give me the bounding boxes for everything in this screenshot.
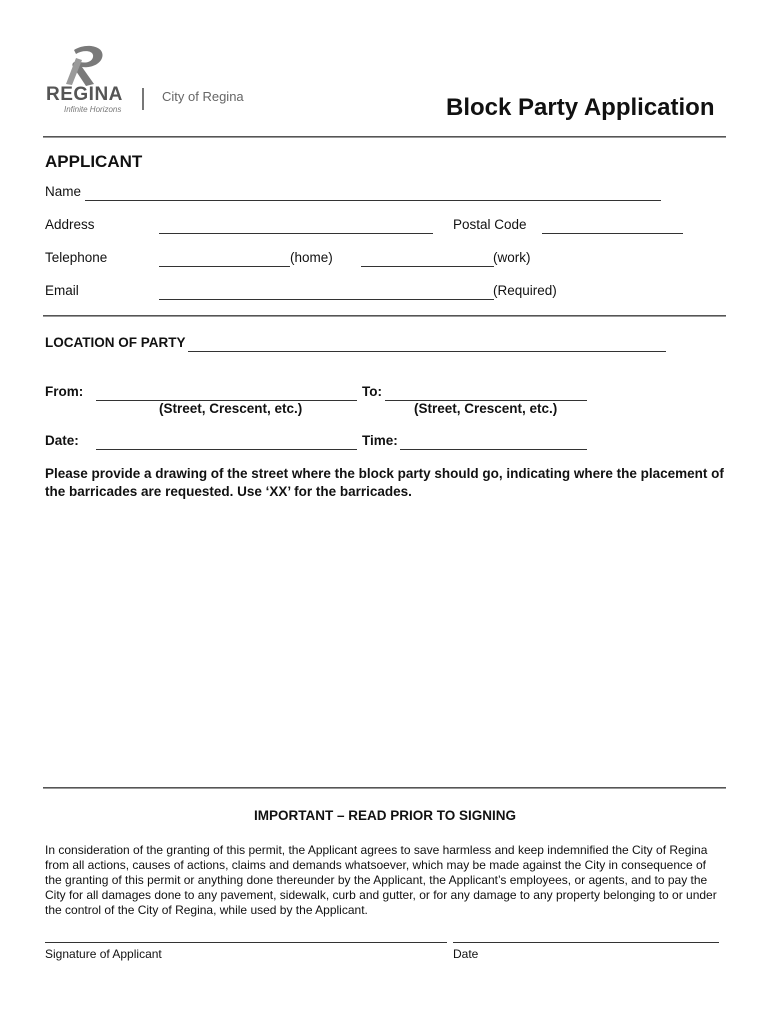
regina-logo [44, 44, 259, 119]
drawing-area[interactable] [45, 505, 725, 780]
signature-label: Signature of Applicant [45, 947, 162, 961]
important-text: In consideration of the granting of this permit, the Applicant agrees to save harmless and keep indemnified the City of Regina from all actions, causes of actions, claims and demands whatsoever, which may be made against the City in consequence of the granting of this permit or anything done thereunder by the Applicant, the Applicant’s employees, or agents, and to pay the City for all damages done to any pavement, sidewalk, curb and gutter, or for any damage to any property belonging to or under the control of the City of Regina, while used by the Applicant. [45, 843, 717, 917]
from-label: From: [45, 384, 84, 399]
required-label: (Required) [493, 283, 557, 298]
applicant-divider [43, 315, 726, 317]
location-heading: LOCATION OF PARTY [45, 335, 186, 350]
header-divider [43, 136, 726, 138]
drawing-instructions: Please provide a drawing of the street where the block party should go, indicating where the placement of the barricades are requested. Use ‘XX’ for the barricades. [45, 466, 724, 499]
home-phone-field[interactable] [159, 248, 290, 267]
logo-brand: REGINA [46, 84, 123, 105]
home-label: (home) [290, 250, 333, 265]
logo-tagline: Infinite Horizons [64, 105, 122, 114]
email-field[interactable] [159, 281, 494, 300]
to-label: To: [362, 384, 382, 399]
work-phone-field[interactable] [361, 248, 494, 267]
signature-line[interactable] [45, 942, 447, 943]
name-field[interactable] [85, 182, 661, 201]
time-label: Time: [362, 433, 398, 448]
drawing-divider [43, 787, 726, 789]
work-label: (work) [493, 250, 531, 265]
date-label: Date: [45, 433, 79, 448]
regina-r-mark-icon [60, 44, 112, 88]
postal-code-label: Postal Code [453, 217, 527, 232]
signature-date-line[interactable] [453, 942, 719, 943]
signature-date-label: Date [453, 947, 479, 961]
applicant-heading: APPLICANT [45, 152, 143, 171]
postal-code-field[interactable] [542, 215, 683, 234]
location-field[interactable] [188, 333, 666, 352]
date-field[interactable] [96, 431, 357, 450]
email-label: Email [45, 283, 79, 298]
logo-city: City of Regina [162, 89, 244, 104]
important-heading: IMPORTANT – READ PRIOR TO SIGNING [253, 808, 517, 823]
page-title: Block Party Application [446, 94, 715, 121]
address-label: Address [45, 217, 95, 232]
to-street-hint: (Street, Crescent, etc.) [414, 401, 558, 416]
from-street-field[interactable] [96, 382, 357, 401]
name-label: Name [45, 184, 82, 199]
to-street-field[interactable] [385, 382, 587, 401]
telephone-label: Telephone [45, 250, 108, 265]
time-field[interactable] [400, 431, 587, 450]
logo-divider [142, 88, 144, 110]
from-street-hint: (Street, Crescent, etc.) [159, 401, 303, 416]
address-field[interactable] [159, 215, 433, 234]
